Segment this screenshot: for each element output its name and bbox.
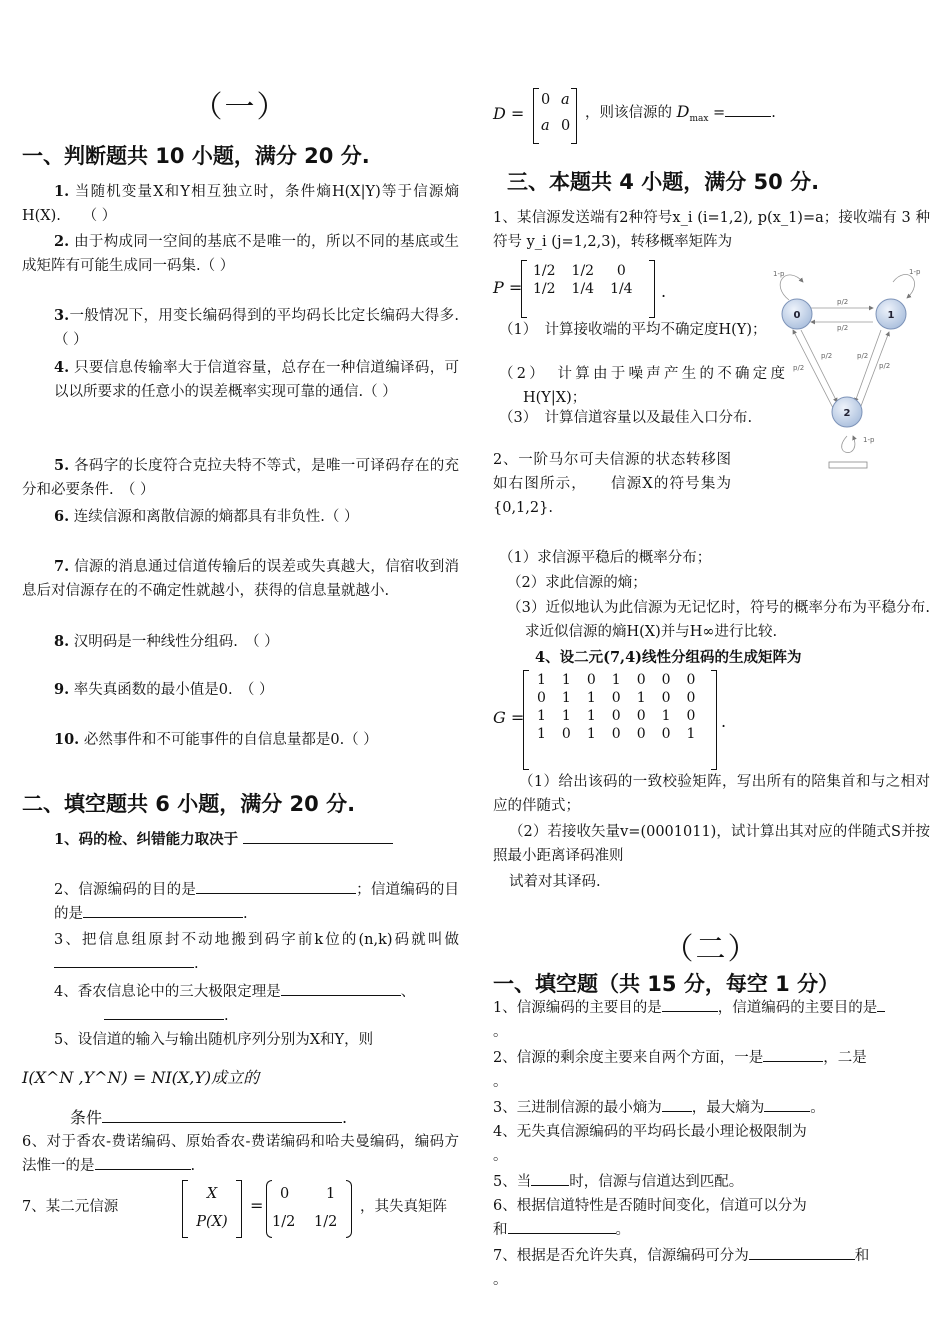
tf-number: 2. xyxy=(54,233,70,250)
fill-text: ，信道编码的主要目的是 xyxy=(717,1000,878,1016)
answer-blank[interactable] xyxy=(725,102,771,117)
node-label-1: 1 xyxy=(887,310,895,321)
self-loop-0 xyxy=(780,275,803,300)
g-matrix-table xyxy=(529,671,703,743)
calc-2-part-3: （3）近似地认为此信源为无记忆时，符号的概率分布为平稳分布.求近似信源的熵H(X)并与H∞进行比较. xyxy=(507,600,930,640)
p-matrix-table xyxy=(525,262,641,298)
matrix-cell: 1 xyxy=(661,708,671,724)
tf-question-7 xyxy=(22,555,459,603)
edge-1-2 xyxy=(855,330,881,402)
edge-label: p/2 xyxy=(837,324,849,332)
fill-text: 4、无失真信源编码的平均码长最小理论极限制为 xyxy=(493,1124,807,1140)
p2-question-1: 1、信源编码的主要目的是 ，信道编码的主要目的是 。 xyxy=(493,996,930,1044)
matrix-cell: 1 xyxy=(686,726,696,742)
markov-state-diagram xyxy=(767,264,927,474)
tf-number: 7. xyxy=(54,558,70,575)
calc-question-4: 4、设二元(7,4)线性分组码的生成矩阵为 xyxy=(535,649,802,666)
calc-4-part-1: （1）给出该码的一致校验矩阵，写出所有的陪集首和与之相对应的伴随式； xyxy=(493,774,930,814)
section1-title: 一、判断题共 10 小题，满分 20 分. xyxy=(22,144,370,168)
tf-number: 1. xyxy=(54,183,70,200)
dmax-symbol: D xyxy=(676,102,690,121)
tf-text: 率失真函数的最小值是0. （ ） xyxy=(73,682,274,698)
fill-question-3: 3、把信息组原封不动地搬到码字前k位的(n,k)码就叫做. xyxy=(54,932,459,972)
fill-text: 1、码的检、纠错能力取决于 xyxy=(54,831,239,848)
fill-question-2: 2、信源编码的目的是 ；信道编码的目的是 . xyxy=(54,878,459,926)
equals-sign: = xyxy=(250,1196,264,1215)
matrix-cell: 0 xyxy=(636,708,646,724)
matrix-cell: 0 xyxy=(611,726,621,742)
fill-text: 2、信源编码的目的是 xyxy=(54,882,197,898)
matrix-cell: 1/4 xyxy=(610,281,633,297)
tf-text: 当随机变量X和Y相互独立时，条件熵H(X|Y)等于信源熵H(X). （ ） xyxy=(22,184,460,224)
calc-question-1: 1、某信源发送端有2种符号x_i (i=1,2), p(x_1)=a；接收端有 3 种符号 y_i (j=1,2,3)，转移概率矩阵为 xyxy=(493,210,930,250)
node-label-2: 2 xyxy=(843,408,851,419)
fill-text: = xyxy=(713,105,726,121)
fill-text: 6、根据信道特性是否随时间变化，信道可以分为 xyxy=(493,1198,807,1214)
answer-blank[interactable] xyxy=(508,1219,616,1234)
matrix-cell: 1 xyxy=(326,1186,336,1202)
fill-text: 6、对于香农-费诺编码、原始香农-费诺编码和哈夫曼编码，编码方法惟一的是 xyxy=(22,1134,459,1174)
answer-blank[interactable] xyxy=(83,903,243,918)
matrix-row xyxy=(529,671,703,689)
matrix-cell: 1/4 xyxy=(571,281,595,297)
tf-text: 连续信源和离散信源的熵都具有非负性.（ ） xyxy=(73,509,359,525)
dmax-subscript: max xyxy=(689,113,709,124)
answer-blank[interactable] xyxy=(662,997,718,1012)
tf-question-9 xyxy=(22,678,459,702)
g-matrix-label: G = xyxy=(493,708,525,727)
source-matrix-right xyxy=(266,1180,352,1236)
matrix-cell: 0 xyxy=(661,672,671,688)
fill-text: 和 xyxy=(854,1248,870,1264)
calc-4-part-2: （2）若接收矢量v=(0001011)，试计算出其对应的伴随式S并按照最小距离译码准则 xyxy=(493,824,930,864)
answer-blank[interactable] xyxy=(54,953,194,968)
matrix-cell: 0 xyxy=(686,708,696,724)
p2-question-3: 3、三进制信源的最小熵为 ，最大熵为 。 xyxy=(493,1096,930,1120)
p2-question-4: 4、无失真信源编码的平均码长最小理论极限制为 。 xyxy=(493,1124,807,1164)
fill-text: 3、把信息组原封不动地搬到码字前k位的(n,k)码就叫做 xyxy=(54,932,459,948)
matrix-cell: 1 xyxy=(586,690,596,706)
answer-blank[interactable] xyxy=(662,1097,692,1112)
calc-1-part-1: （1） 计算接收端的平均不确定度H(Y)； xyxy=(499,322,767,338)
fill-question-5 xyxy=(54,1028,459,1052)
source-var: X xyxy=(206,1186,218,1202)
tf-text: 一般情况下，用变长编码得到的平均码长比定长编码大得多. （ ） xyxy=(54,308,488,348)
section3-title: 三、本题共 4 小题，满分 50 分. xyxy=(507,170,820,194)
matrix-row xyxy=(525,262,641,280)
answer-blank[interactable] xyxy=(95,1155,191,1170)
fill-text: 4、香农信息论中的三大极限定理是 xyxy=(54,984,281,1000)
tf-number: 4. xyxy=(54,359,70,376)
matrix-cell: 0 xyxy=(661,726,671,742)
answer-blank[interactable] xyxy=(281,981,401,996)
matrix-cell: 1/2 xyxy=(314,1214,338,1230)
fill-text: ，最大熵为 xyxy=(691,1100,765,1116)
tf-question-5 xyxy=(22,454,459,502)
fill-question-7-tail: ，其失真矩阵 xyxy=(360,1199,447,1215)
matrix-cell: 1/2 xyxy=(533,263,556,279)
edge-0-2 xyxy=(801,330,837,402)
matrix-row xyxy=(529,725,703,743)
edge-label: 1-p xyxy=(863,436,875,444)
fill-question-7: 7、某二元信源 xyxy=(22,1199,119,1215)
answer-blank[interactable] xyxy=(764,1097,810,1112)
tf-text: 各码字的长度符合克拉夫特不等式，是唯一可译码存在的充分和必要条件. （ ） xyxy=(22,458,460,498)
fill-text: 。 xyxy=(493,1272,508,1288)
tf-number: 8. xyxy=(54,633,70,650)
matrix-row xyxy=(525,280,641,298)
dist-matrix xyxy=(533,88,577,142)
matrix-cell: 1 xyxy=(561,672,571,688)
edge-label: 1-p xyxy=(909,268,921,276)
fill-text: 3、三进制信源的最小熵为 xyxy=(493,1100,662,1116)
p2-question-6: 6、根据信道特性是否随时间变化，信道可以分为 和 。 xyxy=(493,1198,807,1238)
fill-text: 时，信源与信道达到匹配。 xyxy=(569,1174,744,1190)
fill-question-5-formula: I(X^N ,Y^N) = NI(X,Y)成立的 xyxy=(22,1068,260,1087)
matrix-cell: 0 xyxy=(561,118,571,134)
calc-4-part-3: 试着对其译码. xyxy=(509,874,601,890)
p-matrix-label: P = xyxy=(493,278,523,297)
tf-text: 必然事件和不可能事件的自信息量都是0.（ ） xyxy=(83,732,378,748)
fill-text: 7、根据是否允许失真，信源编码可分为 xyxy=(493,1248,749,1264)
matrix-cell: 1 xyxy=(611,672,621,688)
fill-text: ，二是 xyxy=(823,1050,867,1066)
answer-blank[interactable] xyxy=(749,1245,855,1260)
edge-label: p/2 xyxy=(793,364,805,372)
matrix-cell: 1 xyxy=(586,708,596,724)
matrix-cell: 0 xyxy=(537,690,546,706)
answer-blank[interactable] xyxy=(531,1171,569,1186)
calc-question-2: 2、一阶马尔可夫信源的状态转移图如右图所示， 信源X的符号集为{0,1,2}. xyxy=(493,452,731,516)
tf-question-10 xyxy=(22,728,459,752)
part2-section1-title: 一、填空题（共 15 分，每空 1 分） xyxy=(493,972,840,996)
self-loop-2 xyxy=(842,436,855,453)
section2-title: 二、填空题共 6 小题，满分 20 分. xyxy=(22,792,356,816)
matrix-cell: 1 xyxy=(636,690,646,706)
fill-question-6: 6、对于香农-费诺编码、原始香农-费诺编码和哈夫曼编码，编码方法惟一的是 . xyxy=(22,1134,459,1174)
calc-2-part-1: （1）求信源平稳后的概率分布； xyxy=(499,550,712,566)
matrix-cell: 1 xyxy=(537,672,546,688)
answer-blank[interactable] xyxy=(102,1108,342,1123)
edge-label: 1-p xyxy=(773,270,785,278)
fill-question-1 xyxy=(54,828,459,852)
tf-text: 只要信息传输率大于信道容量，总存在一种信道编译码，可以以所要求的任意小的误差概率实现可靠的通信.（ ） xyxy=(54,360,460,400)
period: . xyxy=(721,712,727,731)
matrix-cell: 0 xyxy=(541,92,551,108)
matrix-cell: 1/2 xyxy=(533,281,556,297)
matrix-cell: 0 xyxy=(611,690,621,706)
matrix-cell: 1 xyxy=(561,690,571,706)
matrix-cell: 0 xyxy=(586,672,596,688)
tf-number: 10. xyxy=(54,731,80,748)
matrix-cell: 1 xyxy=(586,726,596,742)
fill-text: 5、当 xyxy=(493,1174,532,1190)
matrix-cell: 0 xyxy=(661,690,671,706)
answer-blank[interactable] xyxy=(104,1005,224,1020)
edge-label: p/2 xyxy=(837,298,849,306)
g-matrix xyxy=(523,670,717,768)
answer-blank[interactable] xyxy=(877,997,885,1012)
matrix-row xyxy=(529,707,703,725)
tf-question-8 xyxy=(22,630,459,654)
edge-label: p/2 xyxy=(821,352,833,360)
fill-text: 2、信源的剩余度主要来自两个方面，一是 xyxy=(493,1050,764,1066)
edge-label: p/2 xyxy=(857,352,869,360)
part2-title: （二） xyxy=(663,932,760,967)
tf-text: 汉明码是一种线性分组码. （ ） xyxy=(73,634,279,650)
matrix-cell: 1/2 xyxy=(272,1214,296,1230)
fill-text: ，则该信源的 xyxy=(585,105,672,121)
dist-matrix-label: D = xyxy=(493,104,525,123)
answer-blank[interactable] xyxy=(243,829,393,844)
fill-text: 5、设信道的输入与输出随机序列分别为X和Y，则 xyxy=(54,1032,374,1048)
matrix-row xyxy=(529,689,703,707)
answer-blank[interactable] xyxy=(763,1047,823,1062)
matrix-cell: a xyxy=(541,118,550,134)
fill-text: 条件 xyxy=(70,1108,103,1127)
calc-1-part-3: （3） 计算信道容量以及最佳入口分布. xyxy=(499,410,753,426)
diagram-frame xyxy=(829,462,867,468)
period: . xyxy=(661,282,667,301)
matrix-cell: 0 xyxy=(686,690,696,706)
fill-text: 和 xyxy=(493,1222,508,1238)
calc-1-part-2: （2） 计算由于噪声产生的不确定度H(Y|X)； xyxy=(499,366,785,406)
matrix-cell: 1/2 xyxy=(571,263,595,279)
matrix-cell: 0 xyxy=(616,263,626,279)
tf-question-3 xyxy=(54,304,488,352)
tf-number: 5. xyxy=(54,457,70,474)
tf-text: 由于构成同一空间的基底不是唯一的，所以不同的基底或生成矩阵有可能生成同一码集.（ ） xyxy=(22,234,460,274)
p-matrix xyxy=(521,260,655,316)
matrix-cell: 0 xyxy=(636,672,646,688)
p2-question-2: 2、信源的剩余度主要来自两个方面，一是 ，二是 。 xyxy=(493,1046,930,1094)
p2-question-7 xyxy=(493,1244,930,1292)
dist-matrix-tail: ，则该信源的 $D_{max}$ = . xyxy=(585,102,776,124)
matrix-cell: 0 xyxy=(636,726,646,742)
fill-question-4: 4、香农信息论中的三大极限定理是 、 . xyxy=(54,980,459,1028)
tf-number: 9. xyxy=(54,681,70,698)
matrix-cell: 0 xyxy=(686,672,696,688)
tf-number: 3. xyxy=(54,307,70,324)
matrix-cell: 1 xyxy=(537,708,546,724)
fill-question-5-condition: 条件 . xyxy=(70,1108,348,1127)
tf-number: 6. xyxy=(54,508,70,525)
fill-text: ；信道编码的目的是 xyxy=(54,882,459,922)
tf-text: 信源的消息通过信道传输后的误差或失真越大，信宿收到消息后对信源存在的不确定性就越小，获得的信息量就越小. xyxy=(22,559,460,599)
edge-label: p/2 xyxy=(879,362,891,370)
fill-text: 1、信源编码的主要目的是 xyxy=(493,1000,662,1016)
matrix-cell: 1 xyxy=(561,708,571,724)
p2-question-5 xyxy=(493,1170,930,1194)
matrix-cell: a xyxy=(561,92,570,108)
tf-question-2 xyxy=(22,230,459,278)
source-matrix-left xyxy=(182,1180,242,1236)
node-label-0: 0 xyxy=(793,310,801,321)
tf-question-6 xyxy=(22,505,459,529)
matrix-cell: 1 xyxy=(537,726,546,742)
tf-question-1 xyxy=(22,180,459,228)
part1-title: （一） xyxy=(192,90,289,125)
matrix-cell: 0 xyxy=(611,708,621,724)
source-prob: P(X) xyxy=(196,1214,228,1230)
calc-2-part-2: （2）求此信源的熵； xyxy=(507,575,647,591)
matrix-cell: 0 xyxy=(561,726,571,742)
tf-question-4 xyxy=(54,356,459,404)
self-loop-1 xyxy=(893,274,915,298)
answer-blank[interactable] xyxy=(196,879,356,894)
matrix-cell: 0 xyxy=(280,1186,290,1202)
